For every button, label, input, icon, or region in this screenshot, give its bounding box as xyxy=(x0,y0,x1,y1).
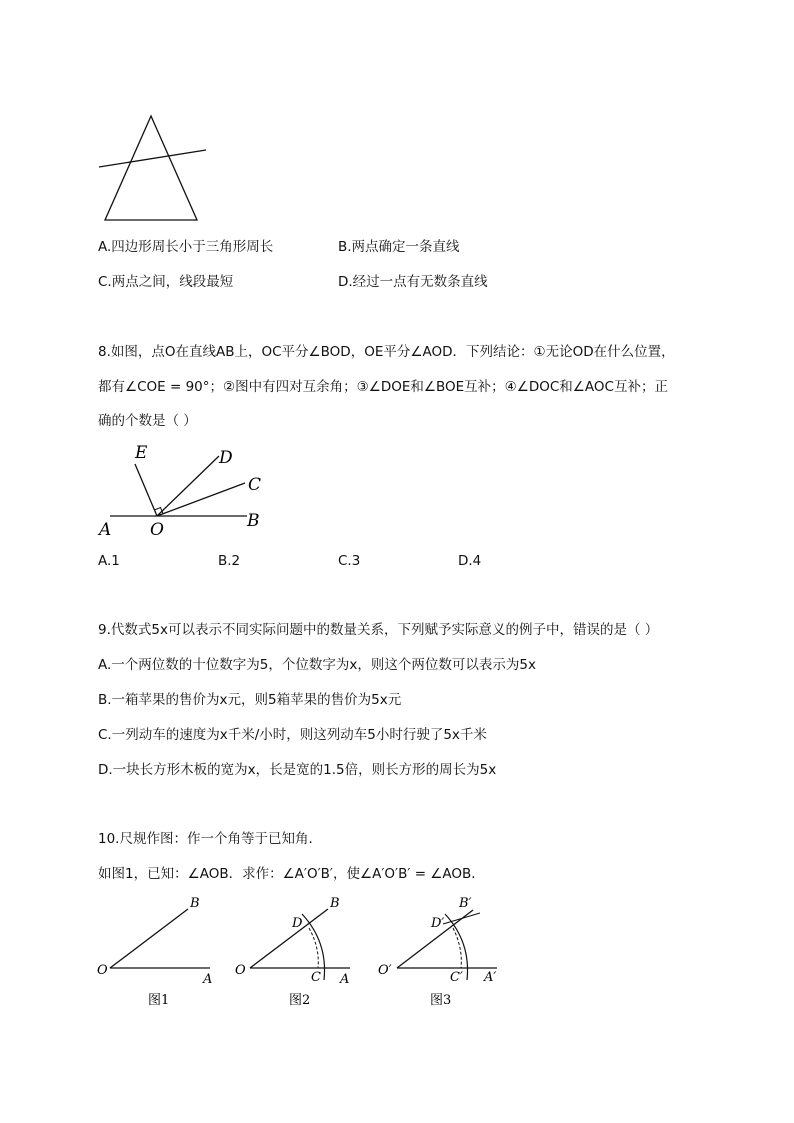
q10-figure-2 xyxy=(232,892,362,1012)
q8-option-d: D.4 xyxy=(458,553,482,569)
q10-stem-line1: 10.尺规作图：作一个角等于已知角． xyxy=(98,831,322,847)
fig2-label-d: D xyxy=(292,916,303,931)
fig3-caption: 图3 xyxy=(430,993,452,1008)
fig1-label-b: B xyxy=(190,896,200,911)
q7-option-d: D.经过一点有无数条直线 xyxy=(338,274,488,290)
q8-angle-figure xyxy=(95,440,285,540)
q9-option-d: D.一块长方形木板的宽为x，长是宽的1.5倍，则长方形的周长为5x xyxy=(98,762,497,778)
q8-option-b: B.2 xyxy=(218,553,241,569)
fig2-label-o: O xyxy=(235,963,246,978)
q7-option-a: A.四边形周长小于三角形周长 xyxy=(98,239,274,255)
q9-stem: 9.代数式5x可以表示不同实际问题中的数量关系，下列赋予实际意义的例子中，错误的是（ ） xyxy=(98,622,659,638)
q7-triangle-figure xyxy=(95,110,215,225)
fig2-label-b: B xyxy=(330,896,340,911)
q9-option-c: C.一列动车的速度为x千米/小时，则这列动车5小时行驶了5x千米 xyxy=(98,727,487,743)
fig1-caption: 图1 xyxy=(148,993,170,1008)
fig2-label-c: C xyxy=(311,970,321,985)
q8-stem-line1: 8.如图，点O在直线AB上，OC平分∠BOD，OE平分∠AOD．下列结论：①无论OD在什么位置， xyxy=(98,344,675,360)
q8-label-b: B xyxy=(247,511,260,531)
q8-stem-line2: 都有∠COE = 90°；②图中有四对互余角；③∠DOE和∠BOE互补；④∠DOC和∠AOC互补；正 xyxy=(98,379,668,395)
q8-label-a: A xyxy=(99,520,112,540)
fig3-label-b: B′ xyxy=(459,896,472,911)
q9-option-a: A.一个两位数的十位数字为5，个位数字为x，则这个两位数可以表示为5x xyxy=(98,657,536,673)
q10-figure-1 xyxy=(92,892,222,1012)
q8-label-c: C xyxy=(248,475,262,495)
q10-stem-line2: 如图1，已知：∠AOB．求作：∠A′O′B′，使∠A′O′B′ = ∠AOB． xyxy=(98,866,485,882)
fig3-label-d: D′ xyxy=(431,916,445,931)
q8-option-c: C.3 xyxy=(338,553,361,569)
fig2-label-a: A xyxy=(340,972,350,987)
fig3-label-c: C′ xyxy=(450,970,463,985)
q7-option-b: B.两点确定一条直线 xyxy=(338,239,460,255)
q8-label-d: D xyxy=(219,448,233,468)
q10-figure-3 xyxy=(375,892,515,1012)
q9-option-b: B.一箱苹果的售价为x元，则5箱苹果的售价为5x元 xyxy=(98,692,402,708)
fig1-label-o: O xyxy=(97,963,108,978)
fig1-label-a: A xyxy=(203,972,213,987)
fig3-label-a: A′ xyxy=(484,970,497,985)
q8-stem-line3: 确的个数是（ ） xyxy=(98,413,197,429)
fig2-caption: 图2 xyxy=(289,993,311,1008)
q8-label-e: E xyxy=(135,443,148,463)
q7-option-c: C.两点之间，线段最短 xyxy=(98,274,234,290)
q8-option-a: A.1 xyxy=(98,553,120,569)
fig3-label-o: O′ xyxy=(378,963,392,978)
q8-label-o: O xyxy=(150,520,164,540)
